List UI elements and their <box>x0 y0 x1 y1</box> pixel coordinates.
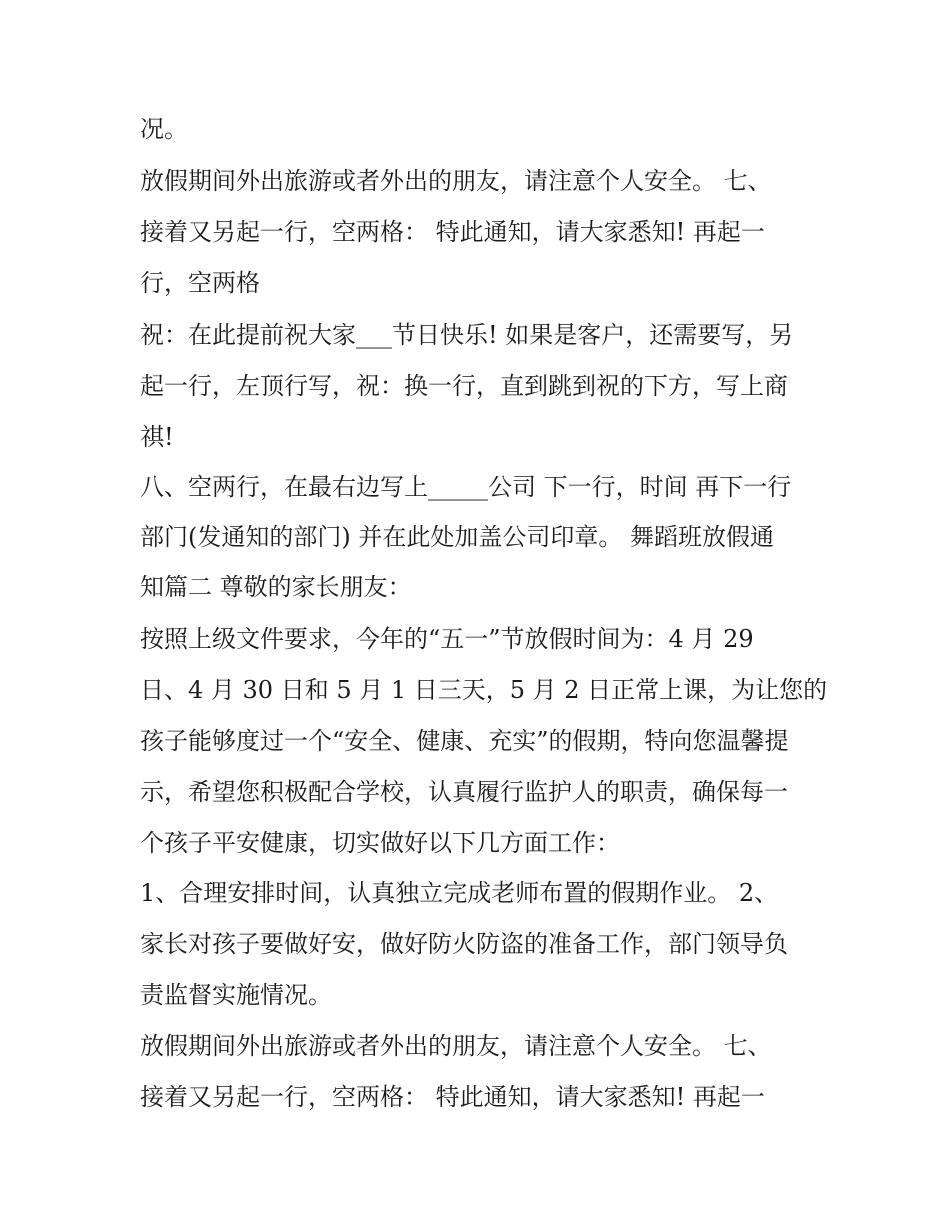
text-line: 祝：在此提前祝大家___节日快乐! 如果是客户，还需要写，另 <box>140 321 794 349</box>
text-line: 家长对孩子要做好安，做好防火防盗的准备工作，部门领导负 <box>140 930 788 958</box>
text-line: 接着又另起一行，空两格： 特此通知，请大家悉知! 再起一 <box>140 218 765 246</box>
text-line: 祺! <box>140 423 174 451</box>
text-line: 况。 <box>140 115 188 143</box>
text-line: 部门(发通知的部门) 并在此处加盖公司印章。 舞蹈班放假通 <box>140 523 774 551</box>
text-line: 放假期间外出旅游或者外出的朋友，请注意个人安全。 七、 <box>140 1032 772 1060</box>
text-line: 个孩子平安健康，切实做好以下几方面工作： <box>140 829 620 857</box>
text-line: 孩子能够度过一个“安全、健康、充实”的假期，特向您温馨提 <box>140 727 789 755</box>
text-line: 放假期间外出旅游或者外出的朋友，请注意个人安全。 七、 <box>140 167 772 195</box>
text-line: 按照上级文件要求，今年的“五一”节放假时间为：4 月 29 <box>140 625 754 653</box>
text-line: 起一行，左顶行写，祝：换一行，直到跳到祝的下方，写上商 <box>140 372 788 400</box>
text-line: 1、合理安排时间，认真独立完成老师布置的假期作业。 2、 <box>140 879 779 907</box>
text-line: 责监督实施情况。 <box>140 981 332 1009</box>
text-line: 接着又另起一行，空两格： 特此通知，请大家悉知! 再起一 <box>140 1083 765 1111</box>
text-line: 日、4 月 30 日和 5 月 1 日三天，5 月 2 日正常上课，为让您的 <box>140 676 828 704</box>
text-line: 知篇二 尊敬的家长朋友： <box>140 573 412 601</box>
text-line: 行，空两格 <box>140 269 260 297</box>
text-line: 示，希望您积极配合学校，认真履行监护人的职责，确保每一 <box>140 778 788 806</box>
text-line: 八、空两行，在最右边写上_____公司 下一行，时间 再下一行 <box>140 473 792 501</box>
